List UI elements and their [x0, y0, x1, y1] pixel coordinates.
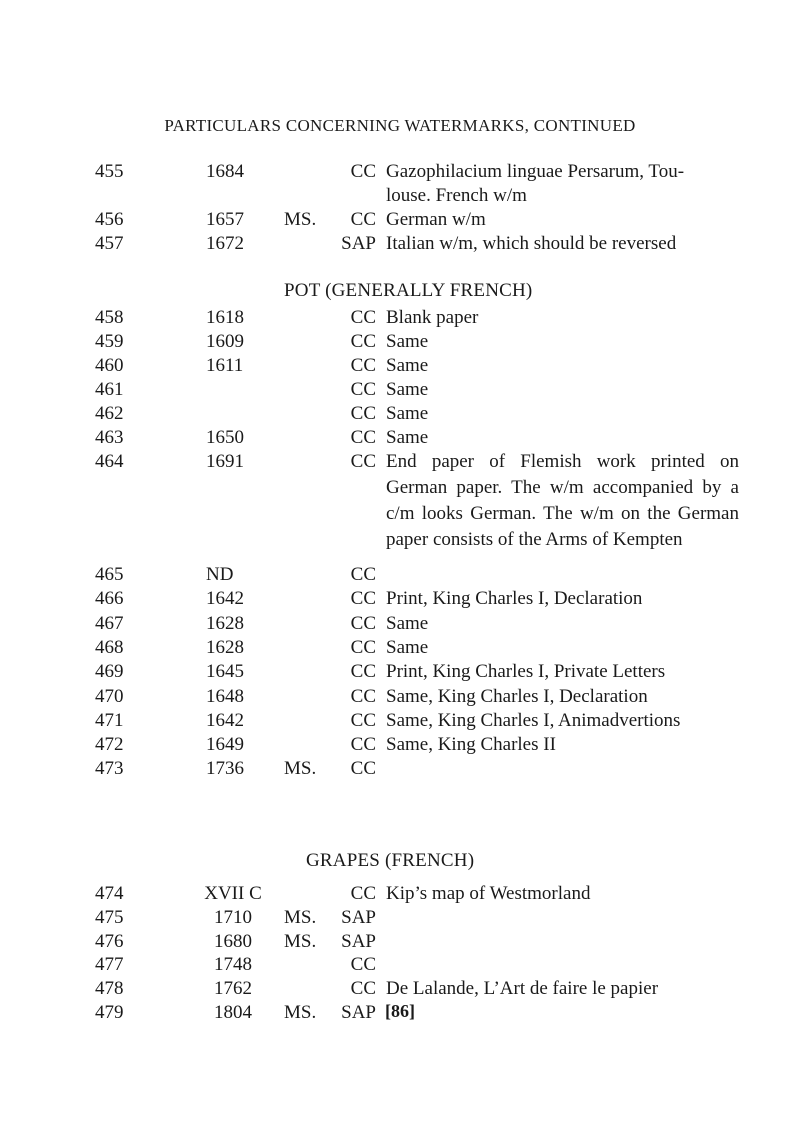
entry-date: 1628 — [206, 636, 244, 658]
entry-ms-flag: MS. — [284, 906, 317, 928]
entry-description: Same — [386, 331, 429, 352]
entry-code: CC — [350, 331, 376, 352]
entry-date: 1642 — [206, 709, 244, 731]
entry-number: 464 — [95, 451, 124, 472]
entry-description: Blank paper — [386, 307, 479, 328]
entry-description: De Lalande, L’Art de faire le papier — [386, 978, 659, 1000]
entry-code: CC — [350, 661, 376, 683]
entry-number: 461 — [95, 379, 124, 400]
entry-date: 1611 — [206, 355, 244, 376]
table-row — [0, 684, 800, 710]
entry-date: 1649 — [206, 734, 244, 756]
table-row — [0, 905, 800, 931]
entry-ms-flag: MS. — [284, 930, 317, 952]
entry-number: 459 — [95, 331, 124, 352]
entry-number: 473 — [95, 758, 124, 780]
entry-description: Same, King Charles I, Animadvertions — [386, 709, 681, 731]
entry-number: 455 — [95, 161, 124, 182]
entry-number: 463 — [95, 427, 124, 448]
entry-number: 469 — [95, 661, 124, 683]
section-title-grapes: GRAPES (FRENCH) — [306, 850, 475, 871]
entry-date: 1736 — [206, 758, 244, 780]
entry-code: CC — [350, 685, 376, 707]
entry-number: 472 — [95, 734, 124, 756]
entry-code: CC — [350, 588, 376, 610]
entry-date: 1650 — [206, 427, 244, 448]
entry-date: 1642 — [206, 588, 244, 610]
table-row — [0, 329, 800, 355]
entry-date: 1645 — [206, 661, 244, 683]
entry-number: 475 — [95, 906, 124, 928]
table-row — [0, 305, 800, 331]
table-row — [0, 929, 800, 955]
entry-number: 466 — [95, 588, 124, 610]
entry-description: Same, King Charles I, Declaration — [386, 685, 648, 707]
entry-description: Gazophilacium linguae Persarum, Tou- — [386, 161, 685, 182]
entry-number: 456 — [95, 209, 124, 230]
table-row — [0, 159, 800, 185]
table-row — [0, 401, 800, 427]
entry-code: CC — [350, 883, 376, 904]
entry-number: 477 — [95, 954, 124, 976]
entry-date: 1691 — [206, 451, 244, 472]
entry-code: SAP — [341, 233, 376, 254]
entry-code: CC — [350, 161, 376, 182]
entry-date: 1648 — [206, 685, 244, 707]
table-row — [0, 881, 800, 907]
table-row — [0, 377, 800, 403]
entry-date: 1628 — [206, 612, 244, 634]
table-row — [0, 586, 800, 612]
entry-number: 468 — [95, 636, 124, 658]
table-row — [0, 353, 800, 379]
entry-description: German w/m — [386, 209, 486, 230]
entry-number: 457 — [95, 233, 124, 254]
section-title-pot: POT (GENERALLY FRENCH) — [284, 280, 533, 301]
entry-code: CC — [350, 564, 376, 585]
table-row — [0, 756, 800, 782]
entry-code: CC — [350, 612, 376, 634]
entry-code: CC — [350, 307, 376, 328]
entry-date: 1710 — [214, 906, 252, 928]
entry-number: 471 — [95, 709, 124, 731]
entry-code: CC — [350, 379, 376, 400]
entry-description: Same — [386, 403, 429, 424]
table-row — [0, 952, 800, 978]
entry-number: 467 — [95, 612, 124, 634]
entry-date: 1672 — [206, 233, 244, 254]
table-row — [0, 635, 800, 661]
entry-code: CC — [350, 734, 376, 756]
table-row — [0, 183, 800, 209]
entry-date: 1748 — [214, 954, 252, 976]
entry-date: 1684 — [206, 161, 244, 182]
entry-date: 1680 — [214, 930, 252, 952]
entry-code: SAP — [341, 1002, 376, 1023]
table-row — [0, 732, 800, 758]
entry-ms-flag: MS. — [284, 758, 317, 780]
entry-description: Same, King Charles II — [386, 734, 556, 756]
entry-date: 1804 — [214, 1002, 252, 1023]
entry-code: CC — [350, 978, 376, 1000]
entry-date: 1762 — [214, 978, 252, 1000]
entry-ms-flag: MS. — [284, 1002, 317, 1023]
entry-number: 478 — [95, 978, 124, 1000]
entry-number: 474 — [95, 883, 124, 904]
entry-code: CC — [350, 427, 376, 448]
entry-code: CC — [350, 636, 376, 658]
page-header: PARTICULARS CONCERNING WATERMARKS, CONTINUED — [164, 116, 636, 135]
page-number: [86] — [385, 1001, 415, 1021]
table-row — [0, 659, 800, 685]
entry-description: Same — [386, 355, 429, 376]
table-row — [0, 611, 800, 637]
entry-code: CC — [350, 451, 376, 472]
entry-description: Same — [386, 612, 429, 634]
entry-description: Print, King Charles I, Private Letters — [386, 661, 666, 683]
entry-description: Same — [386, 636, 429, 658]
table-row — [0, 425, 800, 451]
entry-code: SAP — [341, 930, 376, 952]
table-row — [0, 207, 800, 233]
entry-date: ND — [206, 564, 234, 585]
entry-code: CC — [350, 355, 376, 376]
entry-number: 460 — [95, 355, 124, 376]
entry-ms-flag: MS. — [284, 209, 317, 230]
entry-number: 458 — [95, 307, 124, 328]
entry-code: CC — [350, 709, 376, 731]
table-row — [0, 231, 800, 257]
entry-description: Print, King Charles I, Declaration — [386, 588, 643, 610]
entry-description: louse. French w/m — [386, 185, 527, 206]
entry-code: SAP — [341, 906, 376, 928]
entry-date: 1609 — [206, 331, 244, 352]
entry-number: 470 — [95, 685, 124, 707]
entry-description: Kip’s map of Westmorland — [386, 883, 591, 904]
entry-date: 1618 — [206, 307, 244, 328]
entry-code: CC — [350, 758, 376, 780]
table-row — [0, 562, 800, 588]
table-row — [0, 708, 800, 734]
entry-date: 1657 — [206, 209, 244, 230]
entry-description: End paper of Flemish work printed on German paper. The w/m accompanied by a c/m looks German. The w/m on the German paper consists of the Arms of Kempten — [386, 451, 739, 550]
entry-description: Italian w/m, which should be reversed — [386, 233, 677, 254]
entry-description: Same — [386, 427, 429, 448]
entry-code: CC — [350, 403, 376, 424]
entry-number: 476 — [95, 930, 124, 952]
entry-code: CC — [350, 209, 376, 230]
entry-description: Same — [386, 379, 429, 400]
table-row — [0, 976, 800, 1002]
entry-number: 479 — [95, 1002, 124, 1023]
entry-number: 465 — [95, 564, 124, 585]
entry-code: CC — [350, 954, 376, 976]
entry-date: XVII C — [204, 883, 262, 904]
entry-number: 462 — [95, 403, 124, 424]
